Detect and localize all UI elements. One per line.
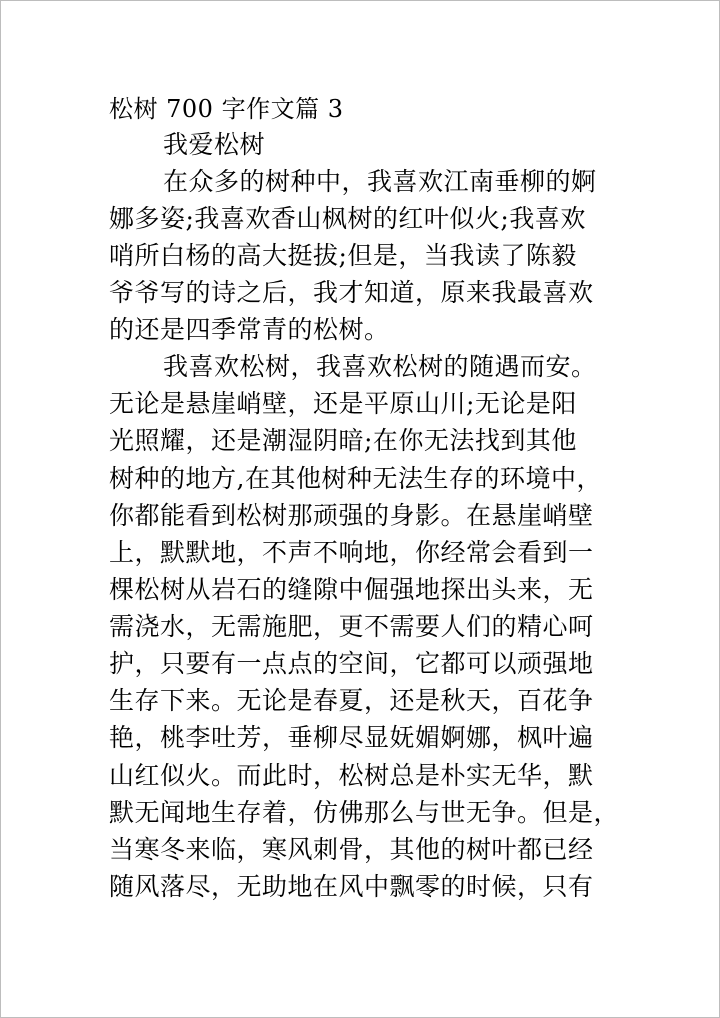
body-line: 在众多的树种中，我喜欢江南垂柳的婀	[163, 167, 597, 196]
body-line: 艳，桃李吐芳，垂柳尽显妩媚婀娜，枫叶遍	[109, 723, 594, 752]
body-line: 你都能看到松树那顽强的身影。在悬崖峭壁	[109, 501, 594, 530]
body-line: 护，只要有一点点的空间，它都可以顽强地	[109, 649, 594, 678]
body-line: 我喜欢松树，我喜欢松树的随遇而安。	[163, 352, 597, 381]
body-line: 哨所白杨的高大挺拔;但是，当我读了陈毅	[109, 241, 577, 270]
essay-title: 我爱松树	[163, 130, 266, 159]
body-line: 棵松树从岩石的缝隙中倔强地探出头来，无	[109, 575, 594, 604]
body-line: 当寒冬来临，寒风刺骨，其他的树叶都已经	[109, 835, 594, 864]
body-line: 树种的地方,在其他树种无法生存的环境中，	[109, 464, 602, 493]
body-line: 爷爷写的诗之后，我才知道，原来我最喜欢	[109, 278, 594, 307]
body-line: 光照耀，还是潮湿阴暗;在你无法找到其他	[109, 426, 577, 455]
body-line: 随风落尽，无助地在风中飘零的时候，只有	[109, 872, 594, 901]
body-line: 需浇水，无需施肥，更不需要人们的精心呵	[109, 612, 594, 641]
body-line: 生存下来。无论是春夏，还是秋天，百花争	[109, 686, 594, 715]
body-line: 山红似火。而此时，松树总是朴实无华，默	[109, 761, 594, 790]
body-line: 的还是四季常青的松树。	[109, 315, 390, 344]
body-line: 无论是悬崖峭壁，还是平原山川;无论是阳	[109, 389, 577, 418]
body-line: 娜多姿;我喜欢香山枫树的红叶似火;我喜欢	[109, 204, 586, 233]
body-line: 上，默默地，不声不响地，你经常会看到一	[109, 538, 594, 567]
document-title: 松树 700 字作文篇 3	[109, 95, 344, 123]
body-line: 默无闻地生存着，仿佛那么与世无争。但是，	[109, 798, 620, 827]
